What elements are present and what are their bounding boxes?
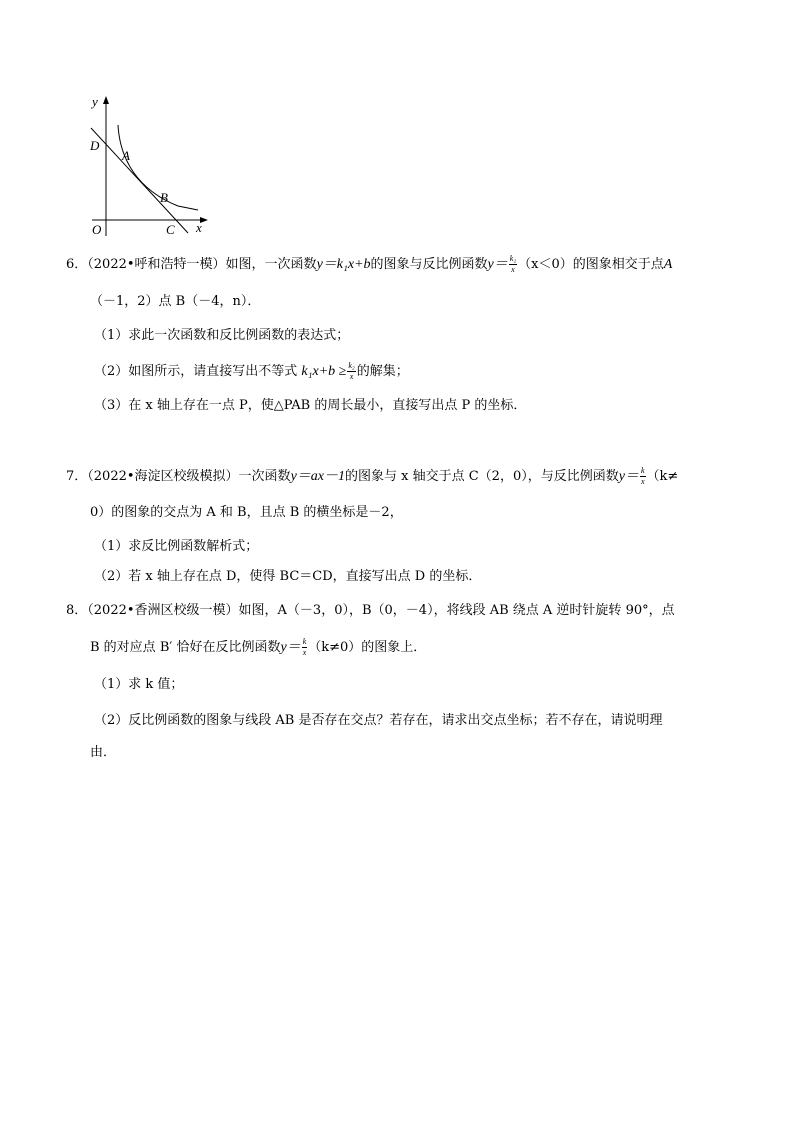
label-B: B (160, 190, 168, 205)
q6-part2 (94, 362, 409, 381)
q6-part2-tail: 的解集； (356, 364, 409, 379)
q6-text1: 如图，一次函数 (225, 257, 317, 272)
q8-frac-num: k (302, 637, 307, 646)
q6-frac-num: k₂ (509, 254, 517, 263)
q7-fraction (640, 467, 646, 486)
q6-text2: 的图象与反比例函数 (370, 257, 488, 272)
q7-line2: 0）的图象的交点为 A 和 B，且点 B 的横坐标是－2， (90, 505, 403, 520)
q6-part2-frac-num: k₂ (348, 361, 355, 370)
q6-number: 6． (66, 257, 88, 272)
label-D: D (90, 138, 100, 153)
label-y: y (92, 94, 98, 109)
q7-text2: 的图象与 x 轴交于点 C（2，0），与反比例函数 (345, 469, 619, 484)
q6-fraction (509, 255, 517, 274)
q6-linear-function: y＝k₁x+b (316, 257, 371, 272)
q6-frac-den: x (511, 265, 515, 274)
q7-source: （2022•海淀区校级模拟） (87, 469, 239, 484)
q8-part2: （2）反比例函数的图象与线段 AB 是否存在交点？若存在，请求出交点坐标；若不存在，请说明理 (94, 713, 663, 728)
q6-line2: （－1，2）点 B（－4，n）． (90, 294, 261, 309)
q8-line2-text: B 的对应点 B′ 恰好在反比例函数 (90, 640, 281, 655)
q7-number: 7． (66, 469, 88, 484)
label-x: x (196, 220, 202, 235)
q7-text1: 一次函数 (238, 469, 291, 484)
q7-line1 (66, 467, 678, 486)
q8-fraction (302, 638, 308, 657)
q8-line2 (90, 638, 426, 657)
q7-frac-den: x (640, 477, 645, 486)
label-C: C (166, 222, 175, 237)
q8-y-eq: y＝ (280, 640, 301, 655)
q8-source: （2022•香洲区校级一模） (87, 603, 239, 618)
q7-part2: （2）若 x 轴上存在点 D，使得 BC＝CD，直接写出点 D 的坐标． (94, 569, 482, 584)
q6-text3: 的图象相交于点 (572, 257, 664, 272)
q6-condition: （x＜0） (518, 257, 573, 272)
q8-line1 (66, 602, 675, 620)
q6-y-eq: y＝ (487, 257, 508, 272)
q8-part2-cont: 由． (90, 745, 117, 760)
q8-part1: （1）求 k 值； (94, 677, 184, 692)
q8-text1: 如图，A（－3，0），B（0，－4），将线段 AB 绕点 A 逆时针旋转 90°，点 (238, 603, 675, 618)
q7-y-eq: y＝ (618, 469, 639, 484)
q8-line2-tail: （k≠0）的图象上． (308, 640, 427, 655)
q7-condition: （k≠ (646, 469, 679, 484)
q6-source: （2022•呼和浩特一模） (87, 257, 226, 272)
label-A: A (122, 148, 130, 163)
q6-part3: （3）在 x 轴上存在一点 P，使△PAB 的周长最小，直接写出点 P 的坐标． (94, 398, 527, 413)
q7-frac-num: k (640, 466, 645, 475)
q6-inequality: k₁x+b ≥ (301, 364, 347, 379)
function-graph-figure (86, 90, 216, 240)
q6-part2-frac-den: x (349, 372, 354, 381)
q6-part1: （1）求此一次函数和反比例函数的表达式； (94, 328, 350, 343)
q7-linear-function: y＝ax－1 (290, 469, 345, 484)
q6-part2-text: （2）如图所示，请直接写出不等式 (94, 364, 298, 379)
label-O: O (92, 222, 102, 237)
y-axis-arrow (103, 96, 109, 104)
inverse-function-curve (118, 125, 198, 210)
q8-frac-den: x (302, 648, 307, 657)
q6-part2-fraction (347, 362, 355, 381)
q6-point-A: A (663, 257, 673, 272)
q6-line1 (66, 255, 672, 274)
q7-part1: （1）求反比例函数解析式； (94, 539, 259, 554)
q8-number: 8． (66, 603, 88, 618)
